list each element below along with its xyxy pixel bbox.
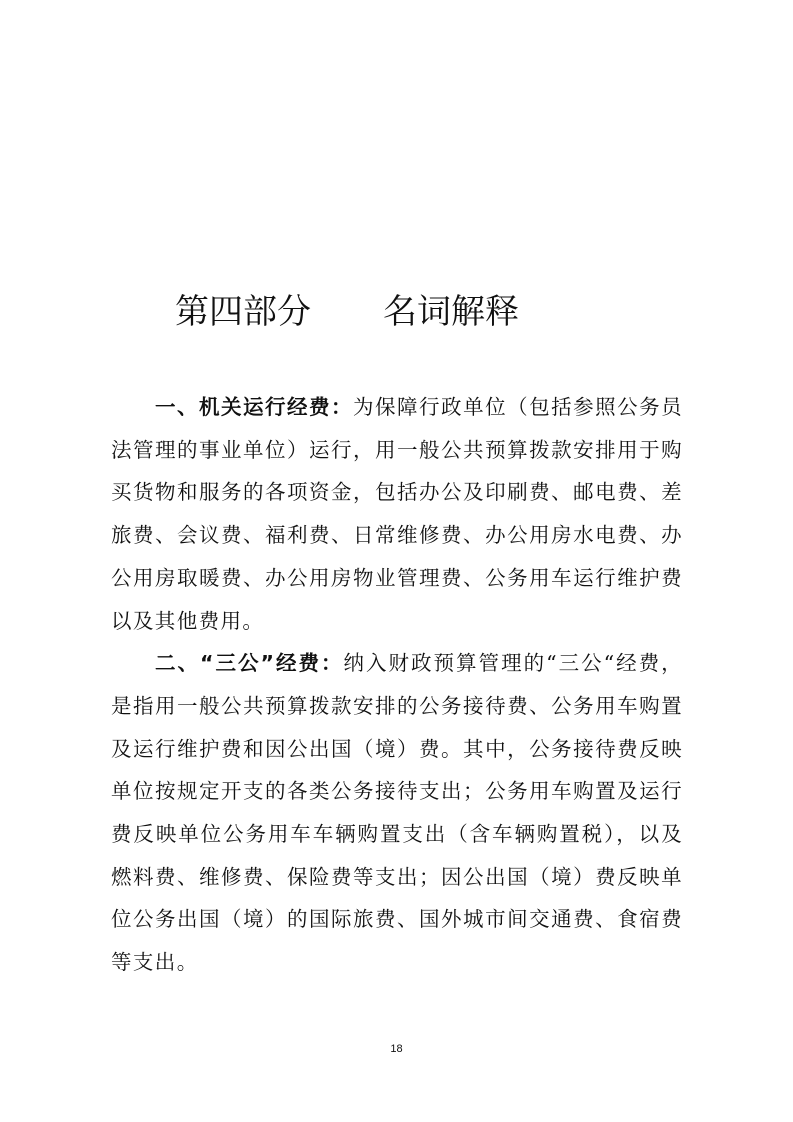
definition-term-2: “三公”经费： (200, 651, 344, 676)
page-title (0, 286, 793, 338)
page-number: 18 (390, 1043, 403, 1055)
definition-term-1: 机关运行经费： (199, 395, 354, 419)
definition-prefix-1: 一、 (155, 395, 200, 419)
definition-paragraph-1 (111, 386, 683, 642)
definition-prefix-2: 二、 (155, 651, 201, 676)
definitions-body (111, 386, 683, 984)
definition-text-1: 为保障行政单位（包括参照公务员法管理的事业单位）运行，用一般公共预算拨款安排用于购买货物和服务的各项资金，包括办公及印刷费、邮电费、差旅费、会议费、福利费、日常维修费、办公用房水电费、办公用房取暖费、办公用房物业管理费、公务用车运行维护费以及其他费用。 (111, 395, 683, 633)
title-part: 第四部分 (175, 292, 311, 332)
definition-paragraph-2 (111, 642, 683, 984)
title-name: 名词解释 (383, 292, 519, 332)
definition-text-2: 纳入财政预算管理的“三公“经费，是指用一般公共预算拨款安排的公务接待费、公务用车购置及运行维护费和因公出国（境）费。其中，公务接待费反映单位按规定开支的各类公务接待支出；公务用车购置及运行费反映单位公务用车车辆购置支出（含车辆购置税），以及燃料费、维修费、保险费等支出；因公出国（境）费反映单位公务出国（境）的国际旅费、国外城市间交通费、食宿费等支出。 (111, 651, 683, 975)
